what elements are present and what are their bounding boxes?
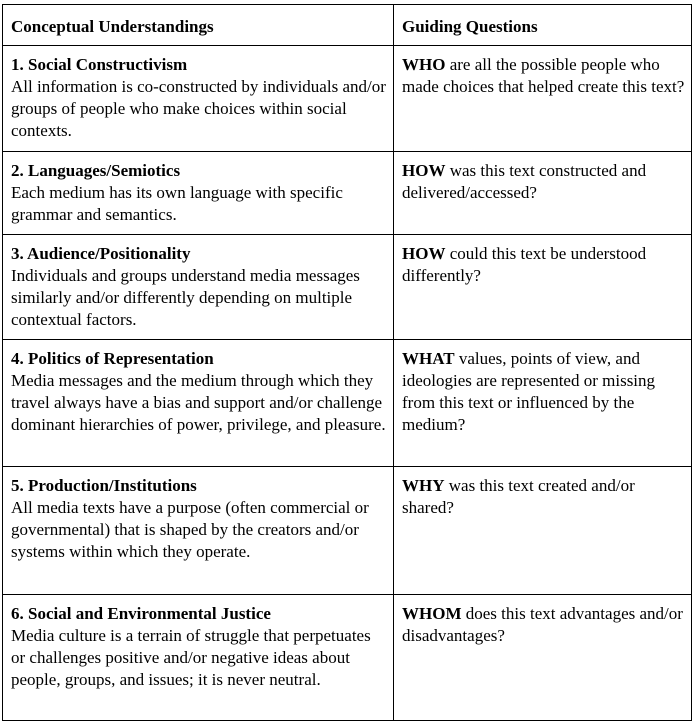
question-keyword: HOW	[402, 244, 446, 263]
question-keyword: WHAT	[402, 349, 455, 368]
question-text: was this text created and/or shared?	[402, 476, 635, 517]
question-cell	[394, 595, 692, 721]
header-conceptual-understandings: Conceptual Understandings	[3, 5, 394, 46]
question-text: was this text constructed and delivered/accessed?	[402, 161, 647, 202]
concept-text: Media messages and the medium through which they travel always have a bias and support and/or challenge dominant hierarchies of power, privilege, and pleasure.	[11, 371, 386, 434]
concept-title: 4. Politics of Representation	[11, 349, 214, 368]
question-cell	[394, 46, 692, 152]
concept-title: 3. Audience/Positionality	[11, 244, 191, 263]
concept-title: 2. Languages/Semiotics	[11, 161, 181, 180]
table-row	[3, 467, 692, 595]
document-page	[2, 4, 692, 721]
concept-title: 6. Social and Environmental Justice	[11, 604, 271, 623]
table-row	[3, 152, 692, 235]
question-text: does this text advantages and/or disadvantages?	[402, 604, 683, 645]
concept-text: All media texts have a purpose (often commercial or governmental) that is shaped by the creators and/or systems within which they operate.	[11, 498, 369, 561]
concept-cell	[3, 46, 394, 152]
concept-text: Individuals and groups understand media messages similarly and/or differently depending on multiple contextual factors.	[11, 266, 360, 329]
question-keyword: WHO	[402, 55, 446, 74]
header-row	[3, 5, 692, 46]
question-cell	[394, 152, 692, 235]
concept-cell	[3, 152, 394, 235]
concept-text: Each medium has its own language with specific grammar and semantics.	[11, 183, 343, 224]
concept-text: All information is co-constructed by individuals and/or groups of people who make choices within social contexts.	[11, 77, 386, 140]
concept-text: Media culture is a terrain of struggle that perpetuates or challenges positive and/or negative ideas about people, groups, and issues; it is never neutral.	[11, 626, 371, 689]
question-cell	[394, 340, 692, 467]
concept-title: 5. Production/Institutions	[11, 476, 197, 495]
question-cell	[394, 467, 692, 595]
table-row	[3, 235, 692, 340]
question-keyword: WHOM	[402, 604, 462, 623]
question-keyword: WHY	[402, 476, 445, 495]
table-row	[3, 340, 692, 467]
question-cell	[394, 235, 692, 340]
table-row	[3, 46, 692, 152]
header-guiding-questions: Guiding Questions	[394, 5, 692, 46]
concept-title: 1. Social Constructivism	[11, 55, 188, 74]
question-text: could this text be understood differently?	[402, 244, 647, 285]
concepts-table	[2, 4, 692, 721]
concept-cell	[3, 235, 394, 340]
question-keyword: HOW	[402, 161, 446, 180]
table-row	[3, 595, 692, 721]
concept-cell	[3, 340, 394, 467]
concept-cell	[3, 467, 394, 595]
concept-cell	[3, 595, 394, 721]
question-text: values, points of view, and ideologies are represented or missing from this text or influenced by the medium?	[402, 349, 656, 434]
question-text: are all the possible people who made choices that helped create this text?	[402, 55, 685, 96]
